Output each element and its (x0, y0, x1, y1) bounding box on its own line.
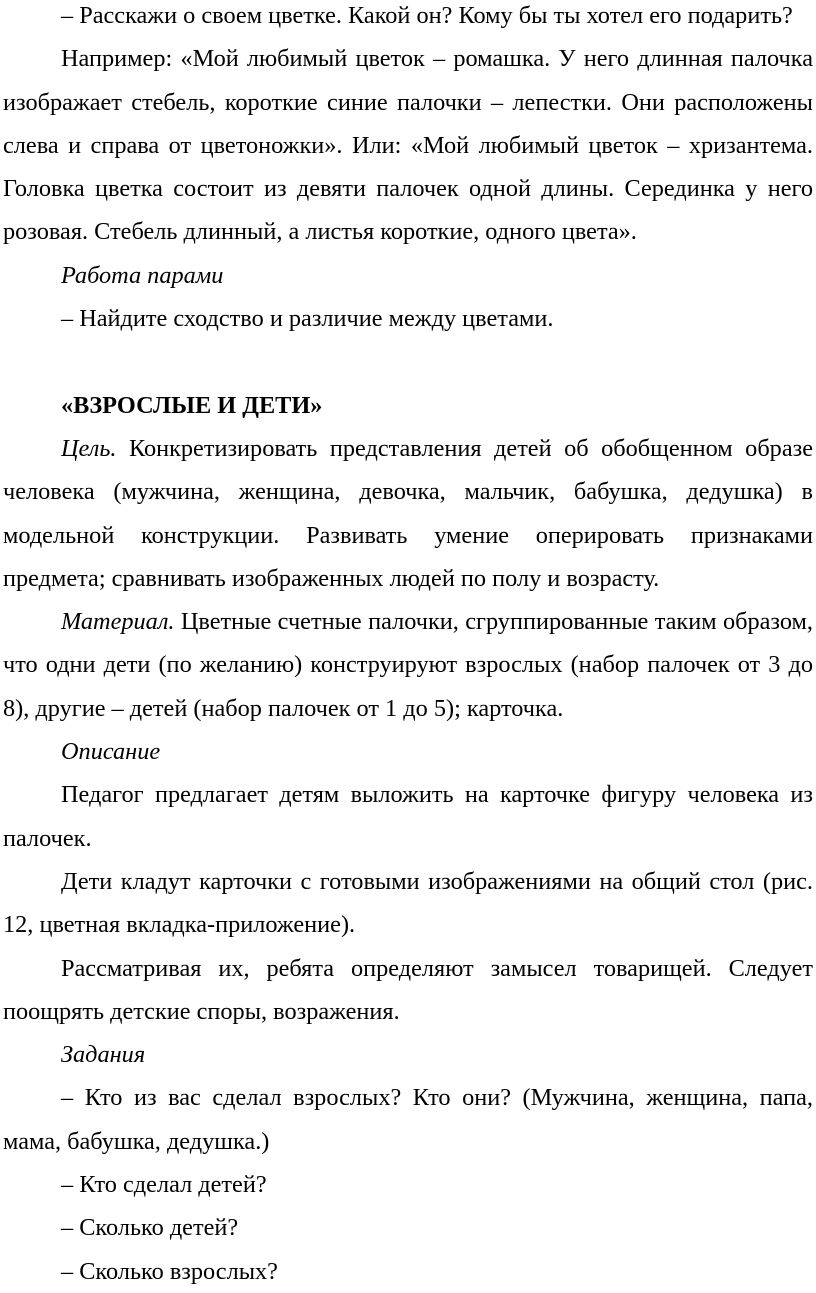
pair-work-label: Работа парами (61, 261, 224, 289)
flower-question: – Расскажи о своем цветке. Какой он? Кому бы ты хотел его подарить? (61, 2, 793, 29)
description-paragraph: Педагог предлагает детям выложить на карточке фигуру человека из палочек. (3, 781, 813, 852)
tasks-label: Задания (61, 1041, 146, 1069)
goal-text: Конкретизировать представления детей об обобщенном образе человека (мужчина, женщина, девочка, мальчик, бабушка, дедушка) в модельной конструкции. Развивать умение оперировать признаками предмета; сравнивать изображенных людей по полу и возрасту. (3, 434, 813, 592)
material-label: Материал. (61, 608, 175, 636)
game-title: «ВЗРОСЛЫЕ И ДЕТИ» (61, 391, 323, 419)
pair-work-task: – Найдите сходство и различие между цветами. (61, 305, 554, 333)
task-item: – Сколько детей? (61, 1214, 239, 1242)
section-spacer (3, 340, 813, 383)
material-paragraph (3, 600, 813, 730)
task-item: – Кто из вас сделал взрослых? Кто они? (Мужчина, женщина, папа, мама, бабушка, дедушка.) (3, 1084, 813, 1155)
task-item: – Кто сделал детей? (61, 1171, 267, 1199)
flower-example: Например: «Мой любимый цветок – ромашка. У него длинная палочка изображает стебель, короткие синие палочки – лепестки. Они расположены слева и справа от цветоножки». Или: «Мой любимый цветок – хризантема. Головка цветка состоит из девяти палочек одной длины. Серединка у него розовая. Стебель длинный, а листья короткие, одного цвета». (3, 45, 813, 246)
goal-label: Цель. (61, 434, 117, 462)
description-label: Описание (61, 738, 161, 766)
description-paragraph: Дети кладут карточки с готовыми изображениями на общий стол (рис. 12, цветная вкладка-приложение). (3, 867, 813, 939)
description-paragraph: Рассматривая их, ребята определяют замысел товарищей. Следует поощрять детские споры, возражения. (3, 954, 813, 1025)
material-text: Цветные счетные палочки, сгруппированные таким образом, что одни дети (по желанию) конструируют взрослых (набор палочек от 3 до 8), другие – детей (набор палочек от 1 до 5); карточка. (3, 608, 813, 722)
goal-paragraph (3, 427, 813, 600)
task-item: – Сколько взрослых? (61, 1257, 278, 1285)
